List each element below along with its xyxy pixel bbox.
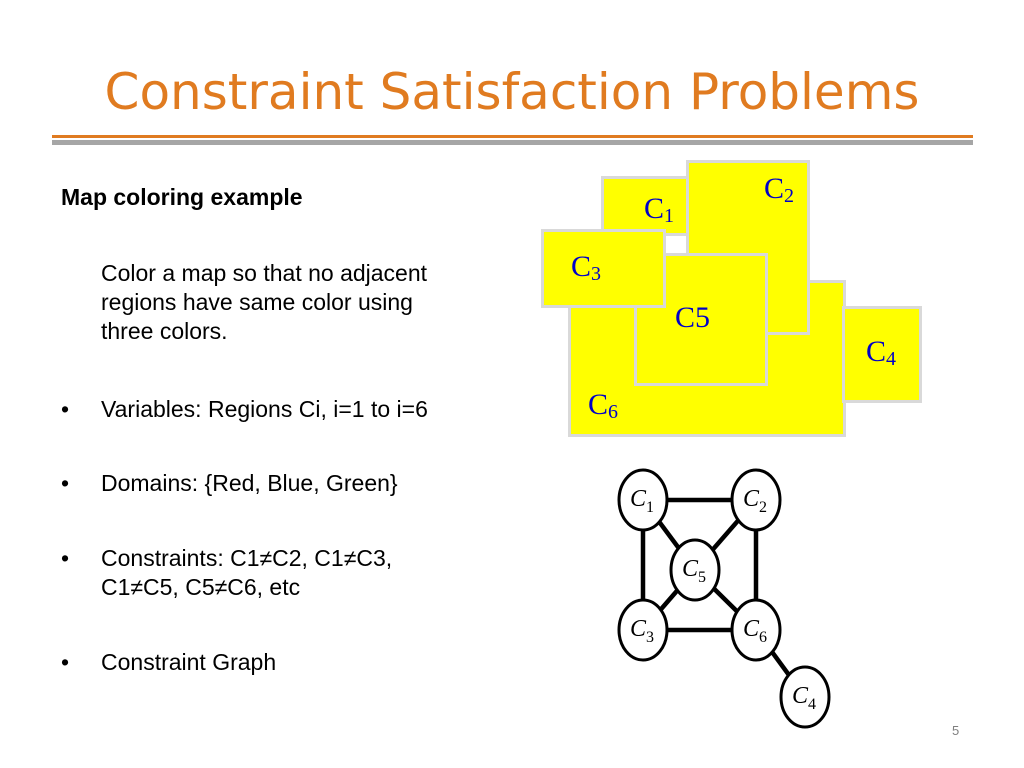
intro-line-2: regions have same color using (101, 289, 413, 315)
map-label-c1: $C_1$ (644, 192, 675, 227)
graph-node-label-c5: $C_5$ (682, 556, 707, 586)
map-label-c2: $C_2$ (764, 172, 795, 207)
slide-number: 5 (952, 723, 960, 738)
graph-node-label-c6: $C_6$ (743, 616, 768, 646)
bullet-constraint-graph: Constraint Graph (101, 649, 277, 675)
map-label-c3: $C_3$ (571, 250, 602, 285)
bullet-marker: • (61, 649, 70, 675)
bullet-marker: • (61, 545, 70, 571)
bullet-constraints-line-1: Constraints: C1≠C2, C1≠C3, (101, 545, 393, 571)
bullet-domains: Domains: {Red, Blue, Green} (101, 470, 398, 496)
bullet-variables: Variables: Regions Ci, i=1 to i=6 (101, 396, 428, 422)
bullet-marker: • (61, 396, 70, 422)
graph-node-label-c2: $C_2$ (743, 486, 768, 516)
intro-line-1: Color a map so that no adjacent (101, 260, 428, 286)
graph-node-label-c1: $C_1$ (630, 486, 655, 516)
graph-node-label-c4: $C_4$ (792, 683, 817, 713)
slide-title: Constraint Satisfaction Problems (104, 63, 920, 121)
bullet-constraints-line-2: C1≠C5, C5≠C6, etc (101, 574, 301, 600)
intro-line-3: three colors. (101, 318, 228, 344)
map-label-c6: $C_6$ (588, 388, 619, 423)
bullet-marker: • (61, 470, 70, 496)
graph-node-label-c3: $C_3$ (630, 616, 655, 646)
map-label-c5: C5 (675, 301, 711, 334)
section-heading: Map coloring example (61, 184, 303, 210)
map-label-c4: $C_4$ (866, 335, 897, 370)
